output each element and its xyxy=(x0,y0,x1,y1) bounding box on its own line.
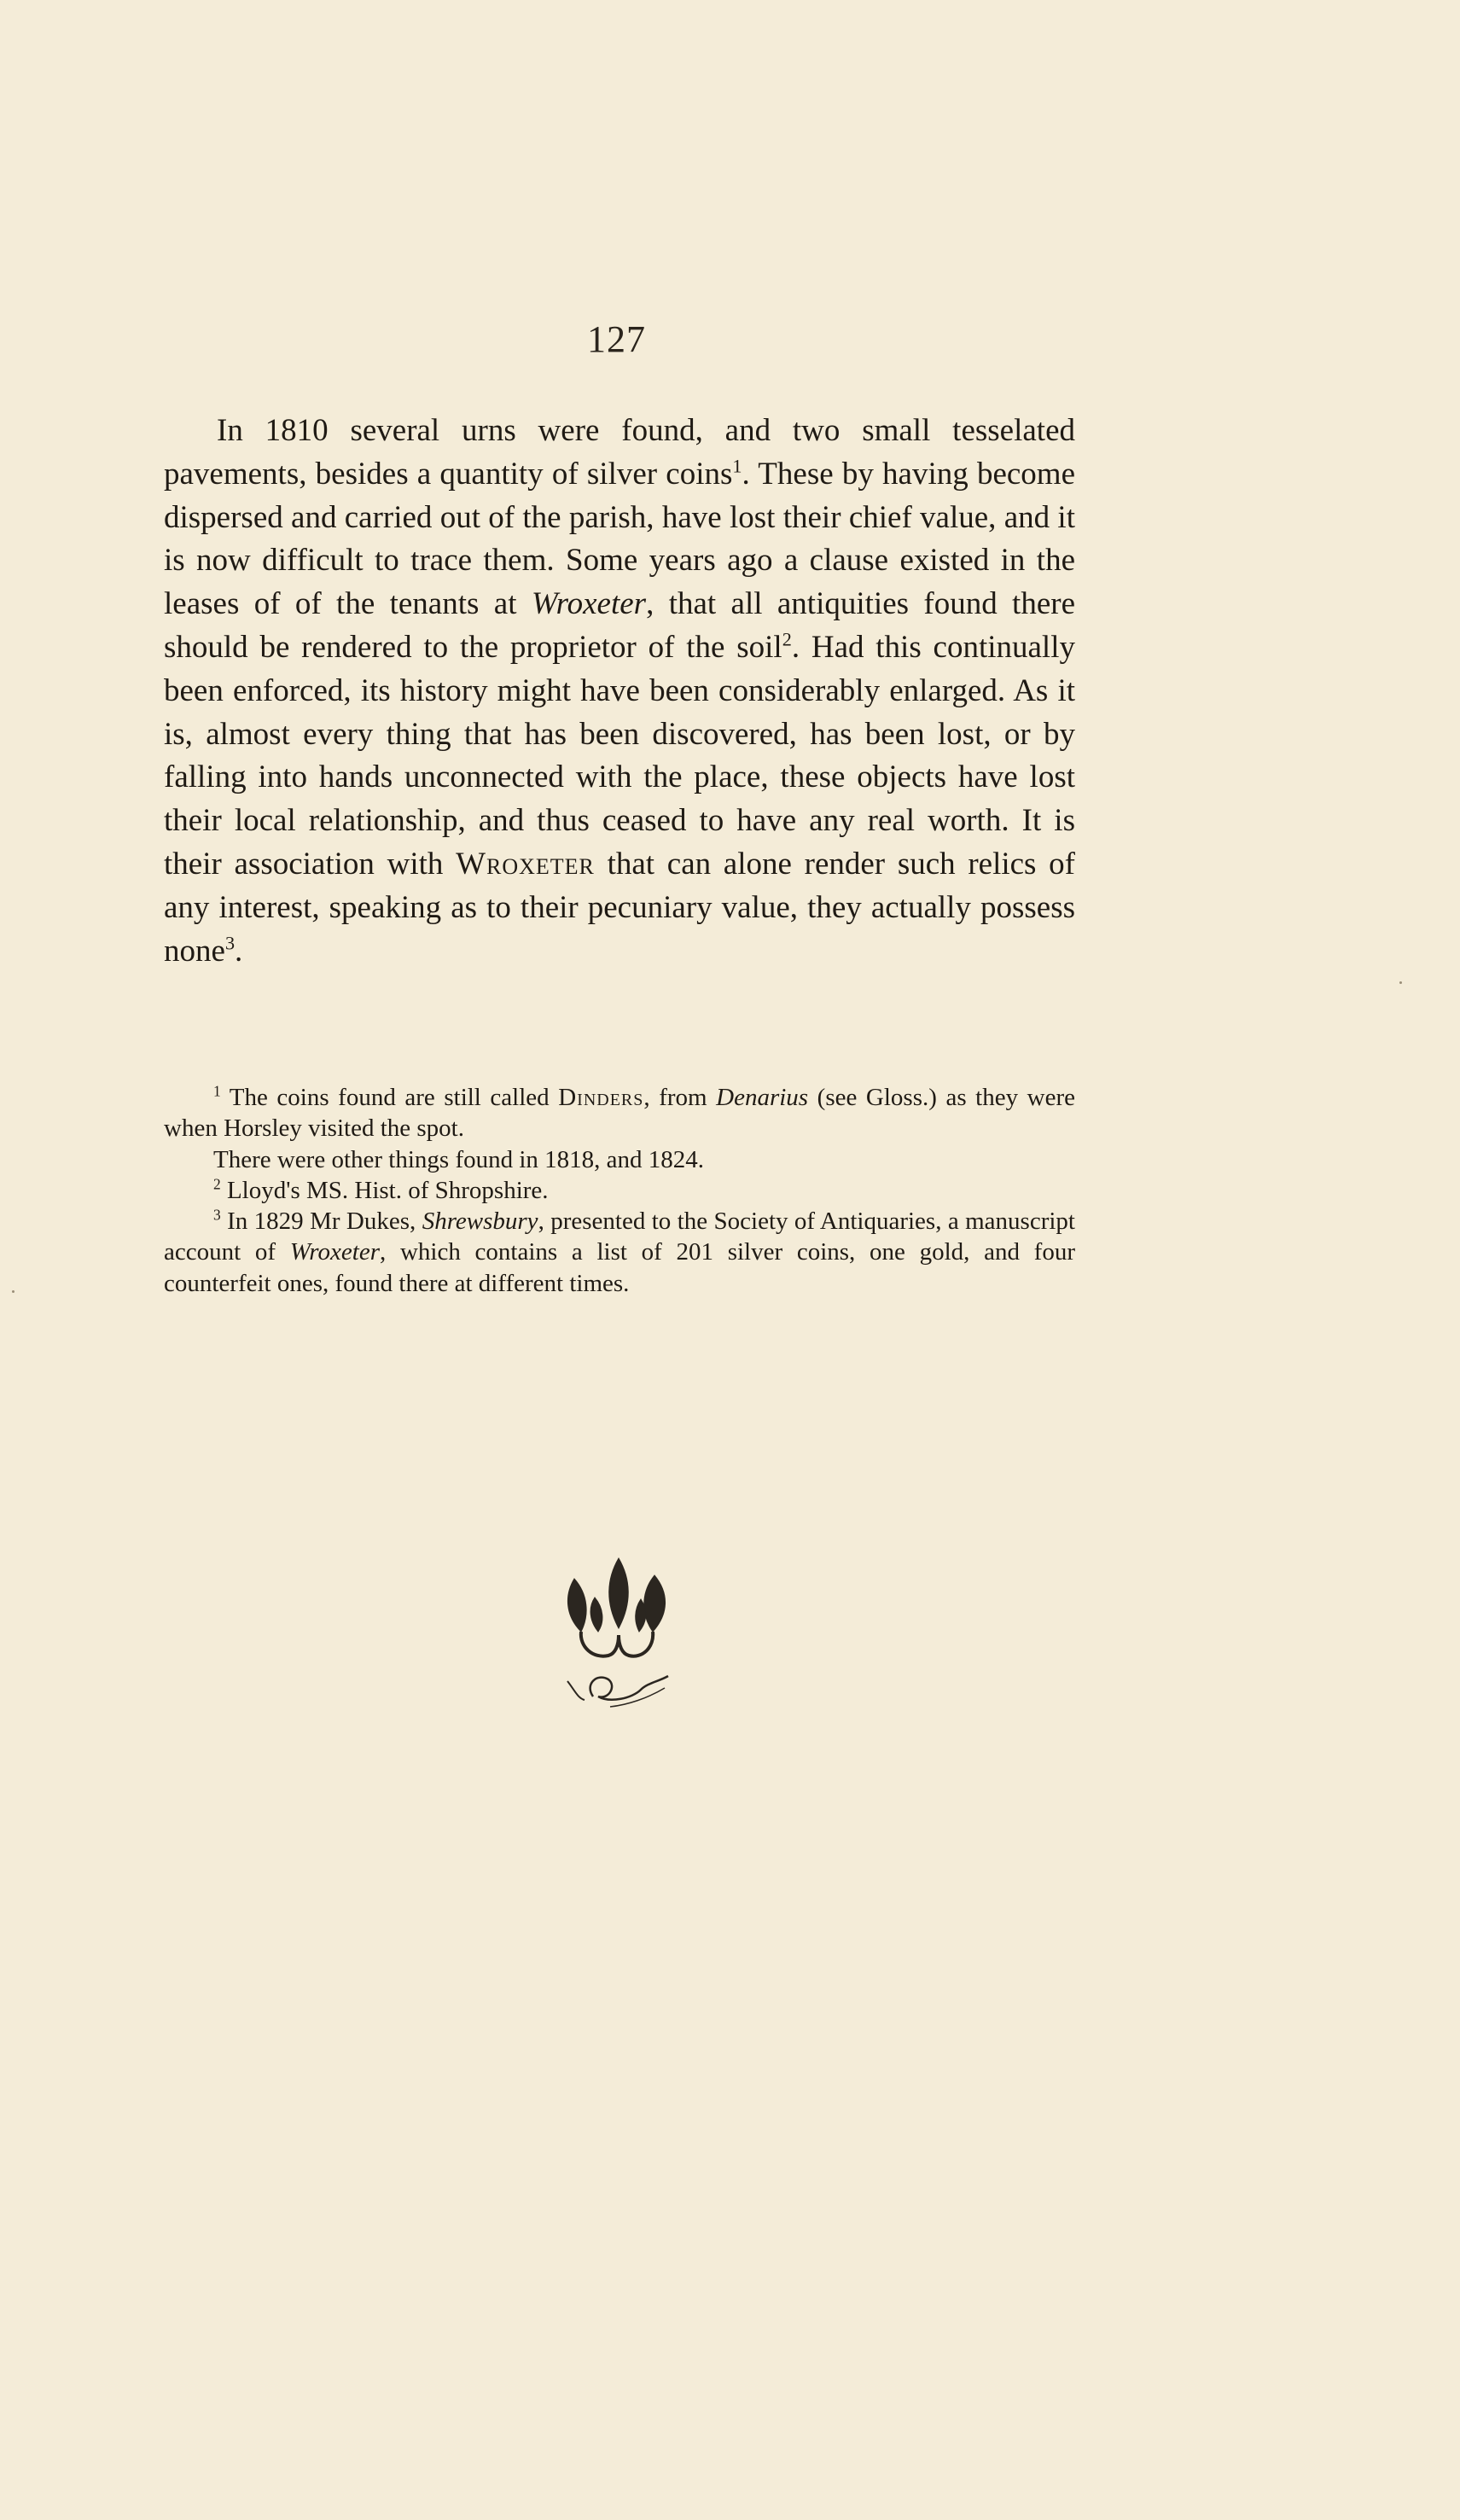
footnote-3 xyxy=(164,1206,1075,1299)
footnote-term: Dinders xyxy=(558,1084,644,1111)
paper-speck xyxy=(12,1290,15,1293)
footnote-1 xyxy=(164,1082,1075,1144)
ornament-stem xyxy=(581,1632,619,1656)
footnote-text: , from xyxy=(643,1084,717,1111)
body-segment: , that all antiquities found there should be rendered to the proprietor of the soil xyxy=(164,586,1075,665)
footnote-text: , which contains a list of 201 silver coins, one gold, and four counterfeit ones, found there at different times. xyxy=(164,1238,1075,1297)
footnote-1-continuation: There were other things found in 1818, and 1824. xyxy=(213,1145,705,1173)
page-number: 127 xyxy=(587,318,646,360)
body-segment: . These by having become dispersed and carried out of the parish, have lost their chief value, and it is now difficult to trace them. Some years ago a clause existed in the leases of of the tenants at xyxy=(164,456,1075,622)
footnote-marker: 3 xyxy=(213,1206,221,1224)
footnote-ref-3: 3 xyxy=(224,932,236,954)
body-segment: that can alone render such relics of any interest, speaking as to their pecuniary value, they actually possess none xyxy=(164,846,1075,969)
ornament-left-bud xyxy=(590,1598,602,1632)
fleuron-tulip-ornament-icon xyxy=(559,1553,678,1724)
ornament-left-leaf xyxy=(567,1579,586,1632)
ornament-flourish xyxy=(610,1688,665,1707)
place-name-small-caps: Wroxeter xyxy=(456,846,595,882)
footnote-text: In 1829 Mr Dukes, xyxy=(220,1208,422,1236)
footnote-text: The coins found are still called xyxy=(220,1084,559,1111)
body-segment: In 1810 several urns were found, and two small tesselated pavements, besides a quantity of silver coins xyxy=(164,413,1075,492)
body-paragraph xyxy=(164,410,1075,973)
ornament-center-leaf xyxy=(609,1558,629,1628)
footnote-2 xyxy=(164,1175,1075,1206)
paper-speck xyxy=(1399,981,1402,984)
ornament-flourish xyxy=(590,1676,668,1700)
body-segment: . xyxy=(235,933,243,969)
place-name-italic: Wroxeter xyxy=(531,586,647,622)
ornament-stem xyxy=(619,1632,653,1656)
ornament-flourish xyxy=(567,1681,585,1700)
footnote-place: Wroxeter xyxy=(289,1238,380,1266)
footnote-marker: 2 xyxy=(213,1175,221,1193)
footnote-latin-term: Denarius xyxy=(716,1084,809,1111)
footnotes xyxy=(164,1082,1075,1299)
footnote-ref-1: 1 xyxy=(732,455,742,477)
body-segment: . Had this continually been enforced, its history might have been considerably enlarged. As it is, almost every thing that has been discovered, has been lost, or by falling into hands unconnected with the place, these objects have lost their local relationship, and thus ceased to have any real worth. It is their association with xyxy=(164,629,1075,882)
footnote-text: , presented to the Society of Antiquaries, a manuscript account of xyxy=(164,1208,1075,1266)
footnote-text: Lloyd's MS. Hist. of Shropshire. xyxy=(220,1176,549,1204)
footnote-text: (see Gloss.) as they were when Horsley visited the spot. xyxy=(164,1084,1075,1143)
footnote-ref-2: 2 xyxy=(782,628,792,650)
body-text xyxy=(164,410,1075,973)
ornament-right-leaf xyxy=(644,1575,666,1632)
footnote-marker: 1 xyxy=(213,1082,221,1100)
footnote-town: Shrewsbury xyxy=(422,1208,538,1236)
